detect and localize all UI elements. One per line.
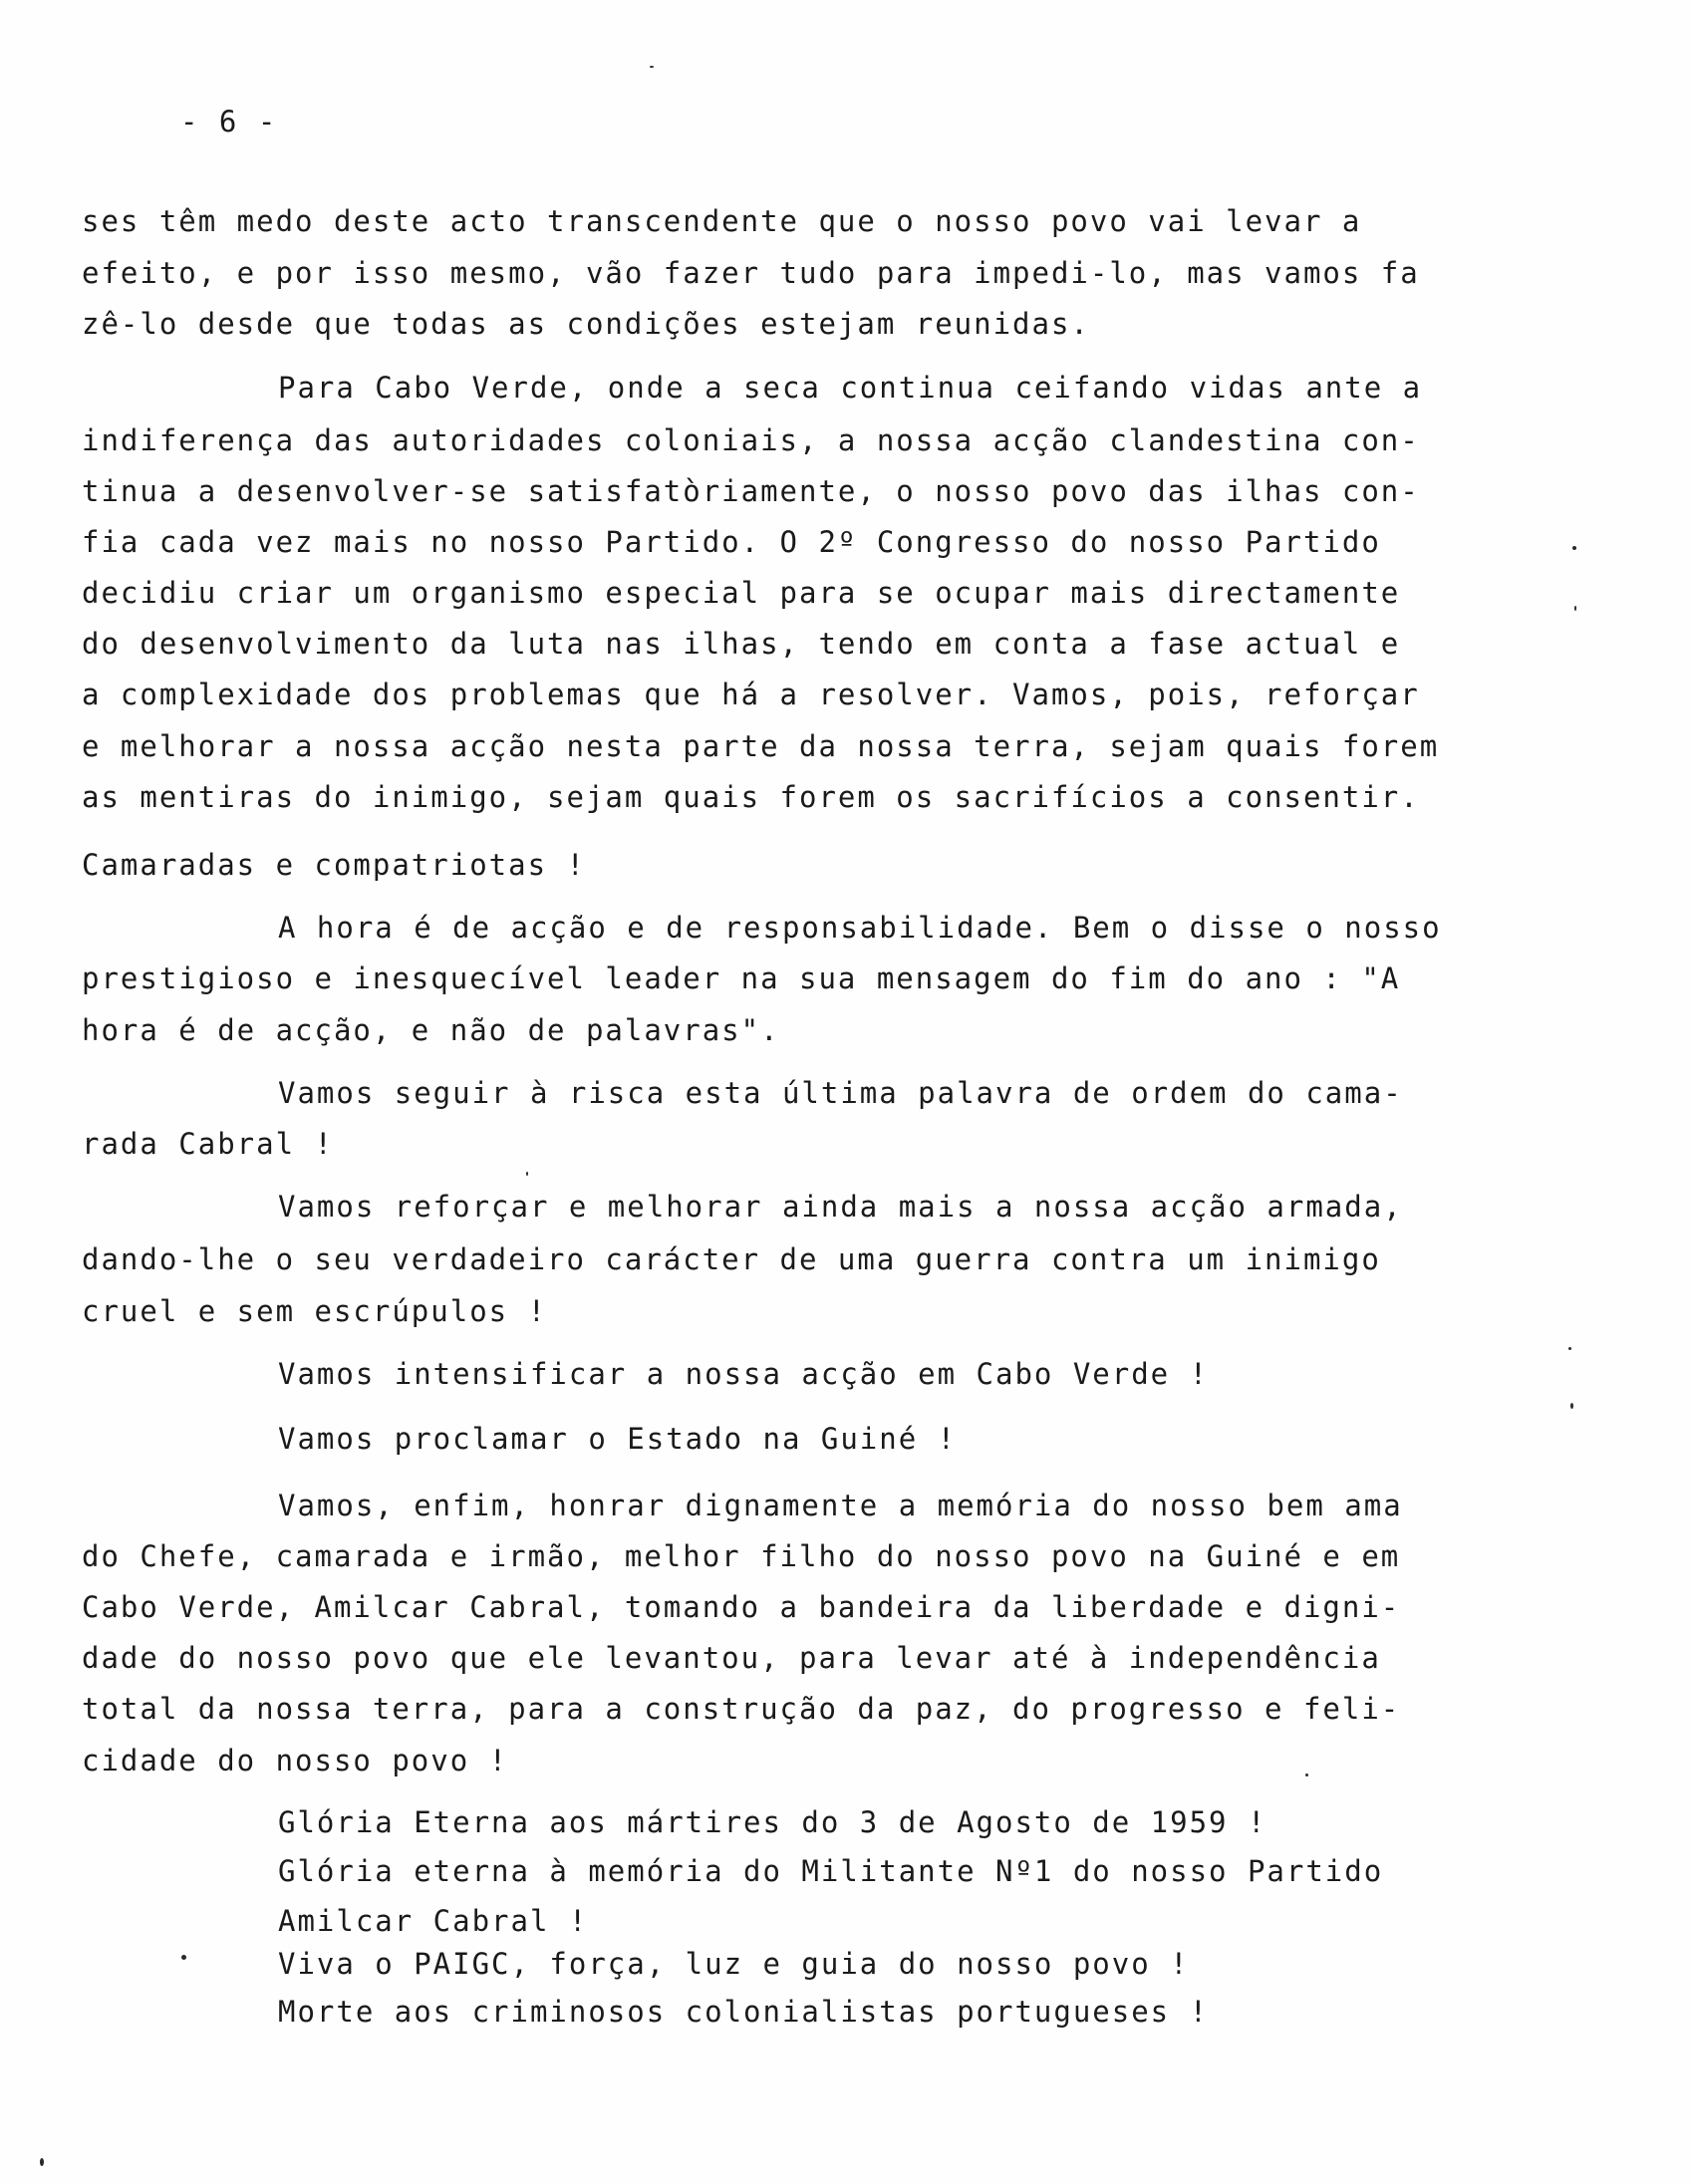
text-line: prestigioso e inesquecível leader na sua mensagem do fim do ano : "A xyxy=(82,961,1401,995)
text-line: e melhorar a nossa acção nesta parte da nossa terra, sejam quais forem xyxy=(82,729,1440,763)
scan-speck xyxy=(1574,606,1576,611)
slogan-line: Amilcar Cabral ! xyxy=(278,1904,589,1938)
scan-speck xyxy=(1572,546,1576,550)
text-line: A hora é de acção e de responsabilidade. Bem o disse o nosso xyxy=(278,911,1442,945)
text-line: hora é de acção, e não de palavras". xyxy=(82,1013,780,1047)
text-line: dade do nosso povo que ele levantou, para levar até à independência xyxy=(82,1641,1381,1675)
text-line: Vamos reforçar e melhorar ainda mais a nossa acção armada, xyxy=(278,1190,1403,1224)
text-line: as mentiras do inimigo, sejam quais forem os sacrifícios a consentir. xyxy=(82,780,1420,814)
text-line: decidiu criar um organismo especial para se ocupar mais directamente xyxy=(82,576,1401,610)
text-line: indiferença das autoridades coloniais, a nossa acção clandestina con- xyxy=(82,423,1420,457)
slogan-line: Viva o PAIGC, força, luz e guia do nosso povo ! xyxy=(278,1947,1190,1981)
text-line: do Chefe, camarada e irmão, melhor filho do nosso povo na Guiné e em xyxy=(82,1539,1401,1573)
text-line: Para Cabo Verde, onde a seca continua ceifando vidas ante a xyxy=(278,371,1423,405)
text-line: Cabo Verde, Amilcar Cabral, tomando a bandeira da liberdade e digni- xyxy=(82,1590,1401,1624)
text-line: efeito, e por isso mesmo, vão fazer tudo para impedi-lo, mas vamos fa xyxy=(82,256,1420,290)
text-line: cruel e sem escrúpulos ! xyxy=(82,1294,548,1328)
text-line: cidade do nosso povo ! xyxy=(82,1744,509,1777)
scan-speck xyxy=(181,1955,186,1960)
text-line: Vamos proclamar o Estado na Guiné ! xyxy=(278,1422,958,1456)
text-line: do desenvolvimento da luta nas ilhas, tendo em conta a fase actual e xyxy=(82,627,1401,661)
scan-speck xyxy=(40,2158,44,2166)
text-line: zê-lo desde que todas as condições estejam reunidas. xyxy=(82,307,1090,341)
scan-speck xyxy=(526,1172,528,1176)
slogan-line: Glória eterna à memória do Militante Nº1 do nosso Partido xyxy=(278,1854,1384,1888)
text-line: Camaradas e compatriotas ! xyxy=(82,848,586,882)
text-line: rada Cabral ! xyxy=(82,1127,334,1161)
text-line: dando-lhe o seu verdadeiro carácter de uma guerra contra um inimigo xyxy=(82,1242,1381,1276)
text-line: ses têm medo deste acto transcendente que o nosso povo vai levar a xyxy=(82,204,1362,238)
slogan-line: Morte aos criminosos colonialistas portugueses ! xyxy=(278,1995,1210,2029)
text-line: fia cada vez mais no nosso Partido. O 2º Congresso do nosso Partido xyxy=(82,525,1381,559)
text-line: Vamos, enfim, honrar dignamente a memória do nosso bem ama xyxy=(278,1489,1403,1522)
scan-speck xyxy=(1305,1774,1308,1776)
text-line: Vamos seguir à risca esta última palavra de ordem do cama- xyxy=(278,1076,1403,1110)
slogan-line: Glória Eterna aos mártires do 3 de Agosto de 1959 ! xyxy=(278,1805,1268,1839)
scan-speck xyxy=(650,66,654,68)
text-line: tinua a desenvolver-se satisfatòriamente, o nosso povo das ilhas con- xyxy=(82,474,1420,508)
scan-speck xyxy=(1568,1347,1571,1350)
text-line: a complexidade dos problemas que há a resolver. Vamos, pois, reforçar xyxy=(82,678,1420,711)
page-number: - 6 - xyxy=(180,105,278,138)
scan-speck xyxy=(1570,1403,1573,1409)
text-line: total da nossa terra, para a construção da paz, do progresso e feli- xyxy=(82,1692,1401,1726)
text-line: Vamos intensificar a nossa acção em Cabo Verde ! xyxy=(278,1357,1210,1391)
